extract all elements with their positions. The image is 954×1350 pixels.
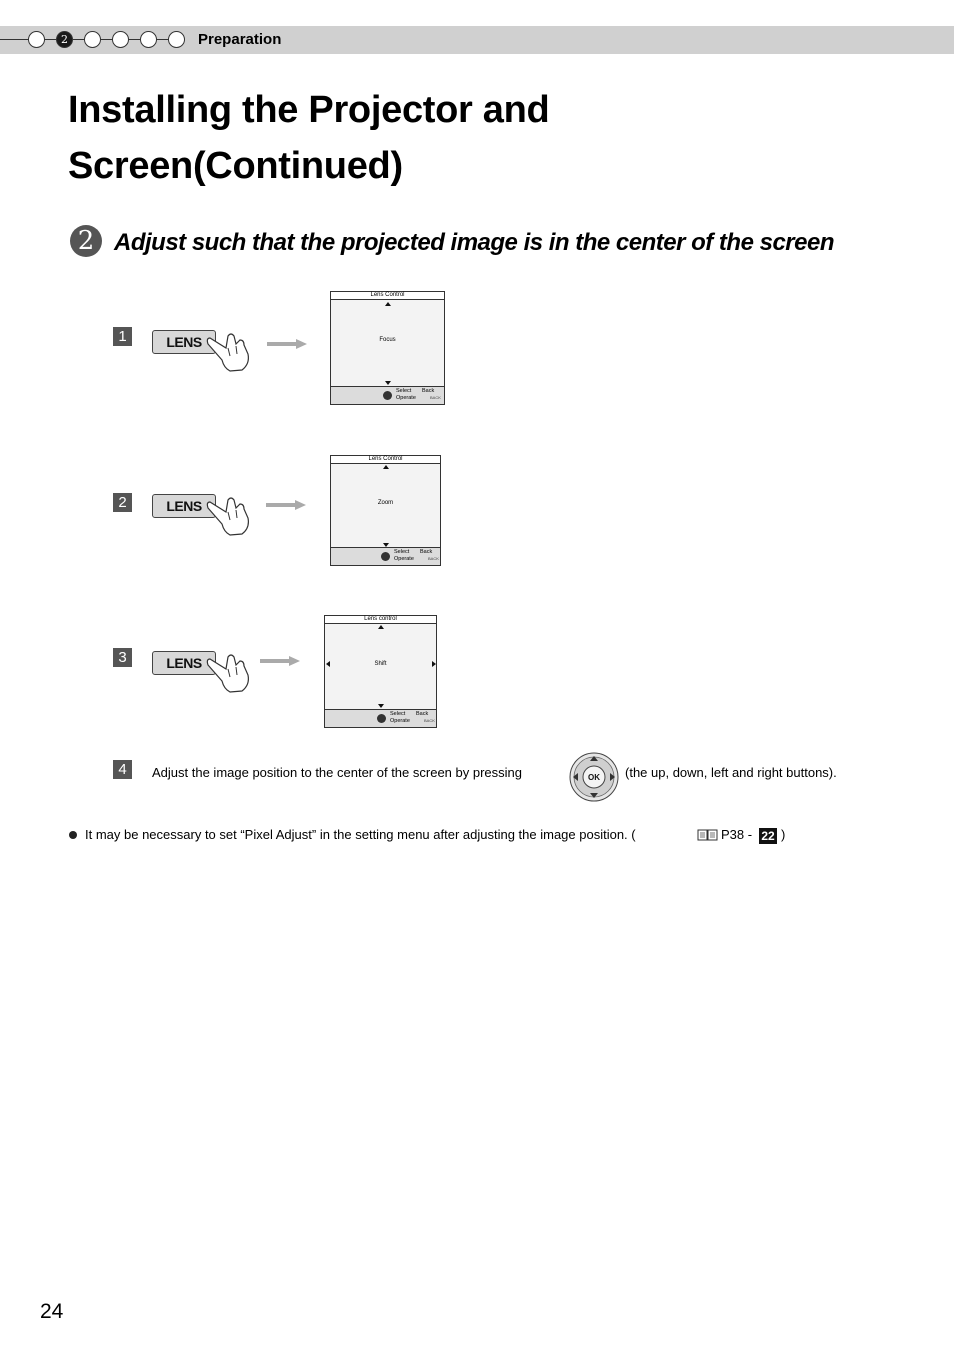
right-arrow-icon (267, 339, 307, 349)
back-label: Back (416, 711, 429, 717)
screen-header: Lens control (325, 616, 436, 624)
chapter-link (73, 39, 84, 40)
reference-number-badge: 22 (759, 828, 777, 844)
book-reference-icon (697, 829, 719, 841)
up-triangle-icon (378, 625, 384, 629)
chapter-circle-6 (168, 31, 185, 48)
screen-label: Zoom (377, 500, 394, 506)
title-line-2: Screen(Continued) (68, 145, 403, 187)
step-number-badge: 2 (70, 225, 102, 257)
ok-directional-pad-icon (569, 752, 619, 802)
ok-icon (381, 552, 390, 561)
right-triangle-icon (432, 661, 436, 667)
select-label: Select (396, 388, 412, 394)
back-key-icon: BACK (428, 556, 439, 561)
reference-page: P38 - (721, 827, 753, 842)
bullet-icon (69, 831, 77, 839)
hand-press-icon (206, 647, 254, 695)
lens-button: LENS (152, 494, 216, 518)
select-label: Select (390, 711, 406, 717)
screen-footer (331, 386, 444, 404)
step-heading: Adjust such that the projected image is in the center of the screen (114, 229, 834, 256)
substep-number: 4 (113, 760, 132, 779)
right-arrow-icon (260, 656, 300, 666)
select-label: Select (394, 549, 410, 555)
operate-label: Operate (390, 718, 410, 724)
right-arrow-icon (266, 500, 306, 510)
chapter-circle-3 (84, 31, 101, 48)
down-triangle-icon (378, 704, 384, 708)
chapter-link (129, 39, 140, 40)
lens-button: LENS (152, 330, 216, 354)
operate-label: Operate (396, 395, 416, 401)
chapter-circle-4 (112, 31, 129, 48)
lens-control-screen-zoom (330, 455, 441, 566)
ok-icon (383, 391, 392, 400)
back-key-icon: BACK (430, 395, 441, 400)
operate-label: Operate (394, 556, 414, 562)
back-label: Back (422, 388, 435, 394)
page-number: 24 (40, 1300, 64, 1323)
screen-label: Shift (374, 661, 387, 667)
substep-number: 3 (113, 648, 132, 667)
screen-footer (325, 709, 436, 727)
screen-header: Lens Control (331, 456, 440, 464)
up-triangle-icon (383, 465, 389, 469)
lens-button: LENS (152, 651, 216, 675)
ok-icon (377, 714, 386, 723)
page-title (68, 82, 549, 194)
hand-press-icon (206, 490, 254, 538)
note-close: ) (781, 827, 786, 842)
back-key-icon: BACK (424, 718, 435, 723)
chapter-link (101, 39, 112, 40)
lens-control-screen-shift (324, 615, 437, 728)
section-label: Preparation (198, 31, 282, 48)
down-triangle-icon (385, 381, 391, 385)
screen-header: Lens Control (331, 292, 444, 300)
substep-4-text: Adjust the image position to the center of the screen by pressing (152, 765, 522, 780)
back-label: Back (420, 549, 433, 555)
screen-label: Focus (379, 337, 396, 343)
chapter-circle-5 (140, 31, 157, 48)
chapter-circle-1 (28, 31, 45, 48)
chapter-link (157, 39, 168, 40)
lens-control-screen-focus (330, 291, 445, 405)
substep-number: 2 (113, 493, 132, 512)
note-text: It may be necessary to set “Pixel Adjust” in the setting menu after adjusting the image position. ( (85, 827, 636, 842)
up-triangle-icon (385, 302, 391, 306)
chapter-circle-current: 2 (56, 31, 73, 48)
substep-4-text-after: (the up, down, left and right buttons). (625, 765, 837, 780)
hand-press-icon (206, 326, 254, 374)
ok-label: OK (588, 773, 600, 782)
header-rule (0, 39, 30, 40)
chapter-link (45, 39, 56, 40)
title-line-1: Installing the Projector and (68, 89, 550, 131)
screen-footer (331, 547, 440, 565)
substep-number: 1 (113, 327, 132, 346)
